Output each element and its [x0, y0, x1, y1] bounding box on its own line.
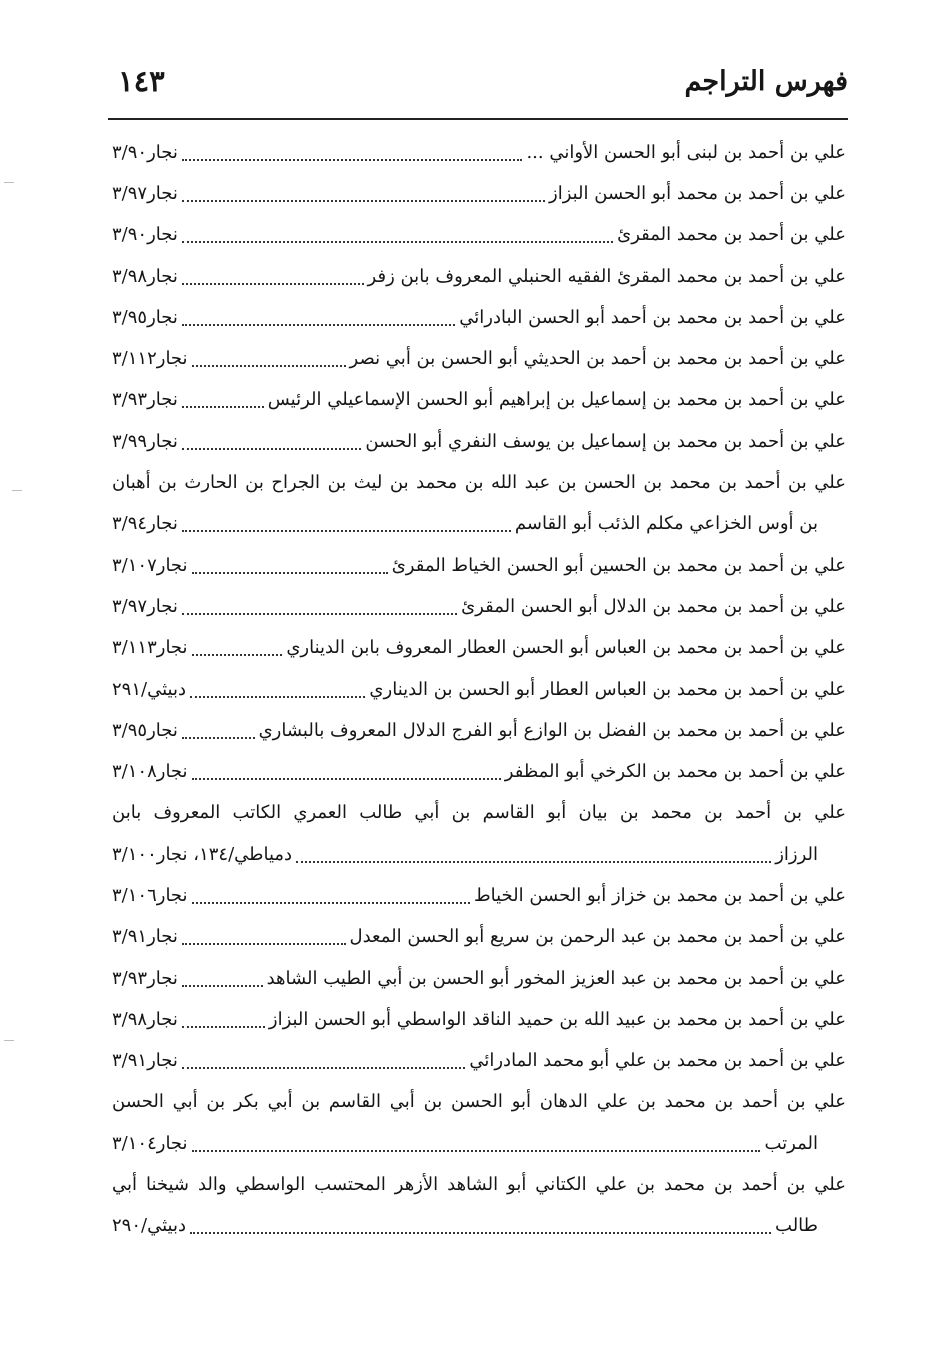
- entry-name: علي بن أحمد بن محمد بن خزاز أبو الحسن الخياط: [473, 884, 846, 906]
- entry-name: علي بن أحمد بن محمد بن العباس أبو الحسن العطار المعروف بابن الديناري: [286, 637, 846, 659]
- index-entry-continuation: [112, 1123, 846, 1164]
- entry-name: علي بن أحمد بن محمد بن العباس العطار أبو الحسن بن الديناري: [369, 678, 846, 700]
- dot-leader: [182, 727, 255, 739]
- entry-name: علي بن أحمد بن محمد بن إسماعيل بن إبراهيم أبو الحسن الإسماعيلي الرئيس: [267, 389, 846, 411]
- entry-name: بن أوس الخزاعي مكلم الذئب أبو القاسم: [514, 513, 818, 535]
- entry-name: الرزاز: [775, 843, 818, 865]
- entry-reference: نجار٣/٩٠: [112, 224, 178, 246]
- index-entry: [112, 1041, 846, 1082]
- entry-reference: نجار٣/٩٣: [112, 389, 178, 411]
- entry-reference: نجار٣/١٠٤: [112, 1132, 188, 1154]
- index-entry: [112, 628, 846, 669]
- entry-name: علي بن أحمد بن محمد بن الدلال أبو الحسن المقرئ: [461, 595, 846, 617]
- dot-leader: [182, 1016, 265, 1028]
- entry-name: علي بن أحمد بن محمد بن عبد العزيز المخور أبو الحسن بن أبي الطيب الشاهد: [266, 967, 846, 989]
- entry-reference: دبيثي/٢٩١: [112, 678, 186, 700]
- header-rule: [108, 118, 848, 120]
- entry-name: علي بن أحمد بن محمد بن أحمد بن الحديثي أبو الحسن بن أبي نصر: [349, 348, 846, 370]
- dot-leader: [182, 190, 545, 202]
- dot-leader: [192, 892, 470, 904]
- entry-name: علي بن أحمد بن محمد أبو الحسن البزاز: [549, 182, 846, 204]
- entry-name: علي بن أحمد بن محمد المقرئ الفقيه الحنبلي المعروف بابن زفر: [367, 265, 846, 287]
- dot-leader: [182, 438, 362, 450]
- margin-mark: [4, 1040, 14, 1041]
- dot-leader: [182, 231, 613, 243]
- index-entry: [112, 958, 846, 999]
- dot-leader: [190, 686, 365, 698]
- entry-reference: نجار٣/١٠٦: [112, 884, 188, 906]
- entry-name: علي بن أحمد بن محمد بن إسماعيل بن يوسف النفري أبو الحسن: [365, 430, 846, 452]
- dot-leader: [182, 975, 263, 987]
- index-entry: [112, 917, 846, 958]
- entry-reference: نجار٣/٩٤: [112, 513, 178, 535]
- index-entry: [112, 875, 846, 916]
- entry-reference: نجار٣/١١٣: [112, 637, 188, 659]
- dot-leader: [182, 149, 523, 161]
- index-entries: [112, 132, 846, 1247]
- entry-name: علي بن أحمد بن محمد بن علي الكتاني أبو الشاهد الأزهر المحتسب الواسطي والد شيخنا أبي: [112, 1174, 846, 1196]
- entry-reference: نجار٣/٩١: [112, 1050, 178, 1072]
- entry-reference: نجار٣/٩٨: [112, 265, 178, 287]
- entry-reference: نجار٣/١٠٧: [112, 554, 188, 576]
- entry-name: علي بن أحمد بن محمد بن الحسن بن عبد الله بن محمد بن ليث بن الجراح بن الحارث بن أهبان: [112, 472, 846, 494]
- dot-leader: [182, 314, 455, 326]
- dot-leader: [182, 933, 346, 945]
- index-entry: [112, 710, 846, 751]
- dot-leader: [182, 273, 364, 285]
- entry-reference: نجار٣/٩٧: [112, 595, 178, 617]
- margin-mark: [12, 490, 22, 491]
- page-header: [108, 62, 848, 110]
- dot-leader: [192, 1140, 761, 1152]
- entry-reference: نجار٣/٩١: [112, 926, 178, 948]
- dot-leader: [296, 851, 771, 863]
- entry-reference: نجار٣/٩٣: [112, 967, 178, 989]
- index-entry: [112, 421, 846, 462]
- index-entry: [112, 999, 846, 1040]
- index-entry-continuation: [112, 834, 846, 875]
- dot-leader: [192, 768, 501, 780]
- index-entry: [112, 380, 846, 421]
- entry-reference: نجار٣/١٠٨: [112, 761, 188, 783]
- entry-reference: دمياطي/١٣٤، نجار٣/١٠٠: [112, 843, 293, 865]
- entry-name: علي بن أحمد بن محمد بن علي أبو محمد المادرائي: [469, 1050, 846, 1072]
- index-entry: [112, 338, 846, 379]
- dot-leader: [192, 355, 346, 367]
- dot-leader: [192, 562, 388, 574]
- entry-name: علي بن أحمد بن محمد بن عبد الرحمن بن سريع أبو الحسن المعدل: [349, 926, 846, 948]
- dot-leader: [182, 603, 457, 615]
- entry-name: علي بن أحمد بن محمد بن الكرخي أبو المظفر: [504, 761, 846, 783]
- index-entry: [112, 751, 846, 792]
- index-entry-continuation: [112, 504, 846, 545]
- margin-mark: [4, 182, 14, 183]
- entry-name: علي بن أحمد بن محمد بن الحسين أبو الحسن الخياط المقرئ: [391, 554, 846, 576]
- index-entry: [112, 586, 846, 627]
- entry-reference: نجار٣/٩٠: [112, 141, 178, 163]
- index-entry: [112, 462, 846, 503]
- index-entry: [112, 669, 846, 710]
- dot-leader: [192, 644, 283, 656]
- page-title: فهرس التراجم: [684, 66, 848, 97]
- index-entry: [112, 256, 846, 297]
- page-number: ١٤٣: [118, 64, 165, 98]
- entry-reference: نجار٣/٩٩: [112, 430, 178, 452]
- entry-name: المرتب: [764, 1132, 818, 1154]
- entry-name: طالب: [775, 1215, 818, 1237]
- entry-name: علي بن أحمد بن محمد بن علي الدهان أبو الحسن بن أبي القاسم بن أبي بكر بن أبي الحسن: [112, 1091, 846, 1113]
- entry-reference: نجار٣/١١٢: [112, 348, 188, 370]
- index-entry: [112, 173, 846, 214]
- index-entry: [112, 132, 846, 173]
- dot-leader: [190, 1222, 771, 1234]
- entry-reference: نجار٣/٩٥: [112, 719, 178, 741]
- index-entry: [112, 215, 846, 256]
- entry-name: علي بن أحمد بن محمد بن أحمد أبو الحسن البادرائي: [459, 306, 846, 328]
- index-entry: [112, 1164, 846, 1205]
- entry-reference: نجار٣/٩٨: [112, 1008, 178, 1030]
- entry-reference: نجار٣/٩٥: [112, 306, 178, 328]
- entry-name: علي بن أحمد بن لبنى أبو الحسن الأواني ...: [526, 141, 846, 163]
- entry-name: علي بن أحمد بن محمد بن عبيد الله بن حميد الناقد الواسطي أبو الحسن البزاز: [268, 1008, 846, 1030]
- index-entry: [112, 297, 846, 338]
- entry-name: علي بن أحمد بن محمد بن الفضل بن الوازع أبو الفرج الدلال المعروف بالبشاري: [258, 719, 846, 741]
- entry-name: علي بن أحمد بن محمد المقرئ: [617, 224, 846, 246]
- index-entry: [112, 1082, 846, 1123]
- index-entry-continuation: [112, 1206, 846, 1247]
- dot-leader: [182, 1057, 465, 1069]
- dot-leader: [182, 520, 511, 532]
- index-entry: [112, 793, 846, 834]
- index-entry: [112, 545, 846, 586]
- dot-leader: [182, 396, 264, 408]
- entry-reference: نجار٣/٩٧: [112, 182, 178, 204]
- entry-name: علي بن أحمد بن محمد بن بيان أبو القاسم بن أبي طالب العمري الكاتب المعروف بابن: [112, 802, 846, 824]
- entry-reference: دبيثي/٢٩٠: [112, 1215, 186, 1237]
